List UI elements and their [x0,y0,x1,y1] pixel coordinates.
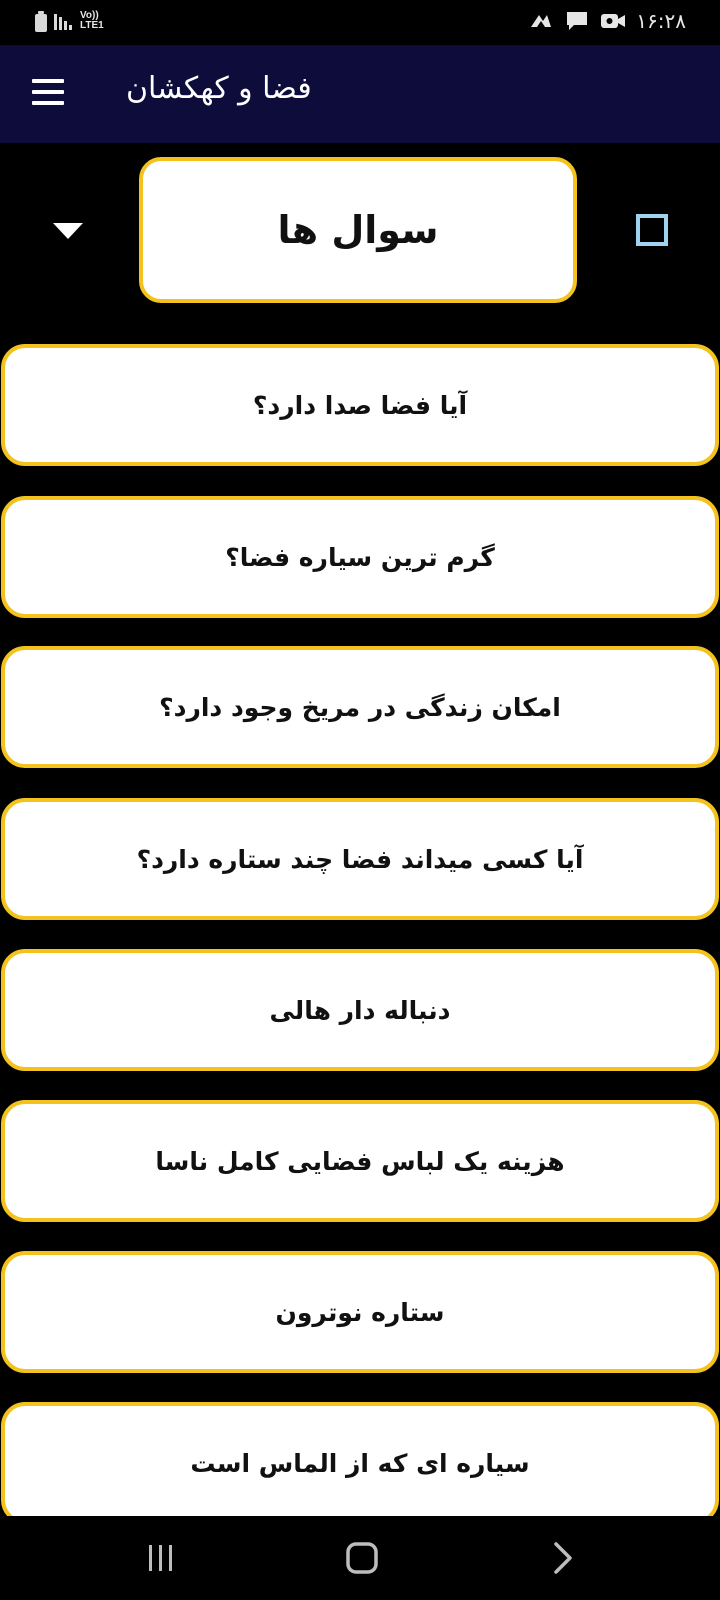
home-icon[interactable] [332,1534,392,1582]
question-label: هزینه یک لباس فضایی کامل ناسا [155,1146,565,1176]
question-label: آیا کسی میداند فضا چند ستاره دارد؟ [136,844,584,874]
question-card[interactable] [1,646,719,768]
video-camera-icon [600,9,626,33]
question-card[interactable] [1,344,719,466]
status-left-group [34,10,104,32]
question-card[interactable] [1,949,719,1071]
back-icon[interactable] [533,1534,593,1582]
question-label: سیاره ای که از الماس است [190,1448,530,1478]
question-label: آیا فضا صدا دارد؟ [252,390,468,420]
question-card[interactable] [1,1100,719,1222]
section-title: سوال ها [277,208,439,252]
question-label: گرم ترین سیاره فضا؟ [225,542,495,572]
app-title: فضا و کهکشان [126,71,312,106]
questions-list [0,344,720,1516]
navigation-bar [0,1516,720,1600]
question-card[interactable] [1,1402,719,1516]
dropdown-arrow-icon[interactable] [52,222,84,240]
message-icon [564,9,590,33]
hamburger-menu-icon[interactable] [30,77,66,107]
question-label: امکان زندگی در مریخ وجود دارد؟ [159,692,561,722]
question-label: ستاره نوترون [275,1297,445,1327]
recents-icon[interactable] [131,1534,191,1582]
app-bar [0,45,720,143]
select-checkbox[interactable] [636,214,668,246]
status-time: ۱۶:۲۸ [636,9,686,33]
question-card[interactable] [1,496,719,618]
status-bar [0,0,720,45]
section-header [139,157,577,303]
sync-icon [528,9,554,33]
network-label: Vo)) LTE1 [80,10,104,31]
question-label: دنباله دار هالی [269,995,451,1025]
signal-icon [54,10,74,32]
status-right-group [528,9,686,33]
battery-icon [34,10,48,32]
question-card[interactable] [1,1251,719,1373]
question-card[interactable] [1,798,719,920]
